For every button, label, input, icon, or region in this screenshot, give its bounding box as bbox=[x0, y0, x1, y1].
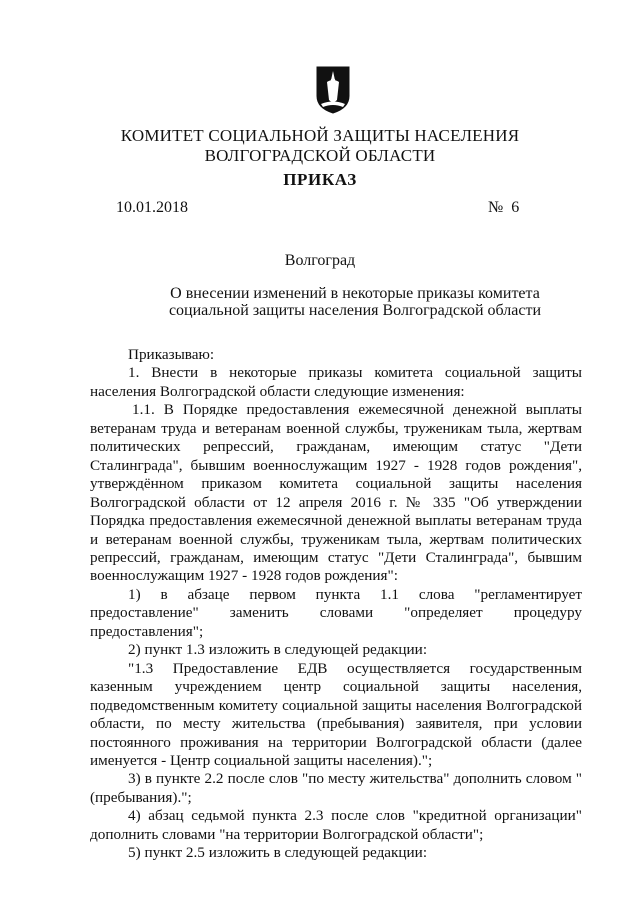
list-item-2: 2) пункт 1.3 изложить в следующей редакции: bbox=[128, 641, 428, 659]
list-item-4: 4) абзац седьмой пункта 2.3 после слов "кредитной организации" дополнить словами "на территории Волгоградской области"; bbox=[90, 807, 582, 843]
document-type: ПРИКАЗ bbox=[283, 170, 357, 189]
paragraph-1-1: 1.1. В Порядке предоставления ежемесячной денежной выплаты ветеранам труда и ветеранам военной службы, труженикам тыла, жертвам политических репрессий, гражданам, имеющим статус "Дети Сталинграда", бывшим военнослужащим 1927 - 1928 годов рождения", утверждённом приказом комитета социальной защиты населения Волгоградской области от 12 апреля 2016 г. № 335 "Об утверждении Порядка предоставления ежемесячной денежной выплаты ветеранам труда и ветеранам военной службы, труженикам тыла, жертвам политических репрессий, гражданам, имеющим статус "Дети Сталинграда", бывшим военнослужащим 1927 - 1928 годов рождения": bbox=[90, 401, 582, 585]
list-item-5: 5) пункт 2.5 изложить в следующей редакции: bbox=[128, 844, 428, 862]
quote-1-3: "1.3 Предоставление ЕДВ осуществляется государственным казенным учреждением центр социальной защиты населения, подведомственным комитету социальной защиты населения Волгоградской области, по месту жительства (пребывания) заявителя, при условии постоянного проживания на территории Волгоградской области (далее именуется - Центр социальной защиты населения)."; bbox=[90, 659, 582, 769]
intro-text: Приказываю: bbox=[128, 346, 215, 363]
document-date: 10.01.2018 bbox=[116, 199, 188, 216]
paragraph-1: 1. Внести в некоторые приказы комитета социальной защиты населения Волгоградской области следующие изменения: bbox=[90, 364, 582, 400]
document-number: № 6 bbox=[488, 199, 520, 216]
list-item-1: 1) в абзаце первом пункта 1.1 слова "регламентирует предоставление" заменить словами "определяет процедуру предоставления"; bbox=[90, 585, 582, 640]
city: Волгоград bbox=[284, 252, 356, 269]
document-body bbox=[90, 346, 582, 863]
org-name-line1: КОМИТЕТ СОЦИАЛЬНОЙ ЗАЩИТЫ НАСЕЛЕНИЯ bbox=[120, 126, 520, 145]
coat-of-arms-icon bbox=[316, 66, 350, 114]
list-item-3: 3) в пункте 2.2 после слов "по месту жительства" дополнить словом "(пребывания)."; bbox=[90, 770, 582, 806]
org-name-line2: ВОЛГОГРАДСКОЙ ОБЛАСТИ bbox=[204, 146, 436, 165]
document-subject: О внесении изменений в некоторые приказы комитета социальной защиты населения Волгоградской области bbox=[168, 285, 542, 319]
